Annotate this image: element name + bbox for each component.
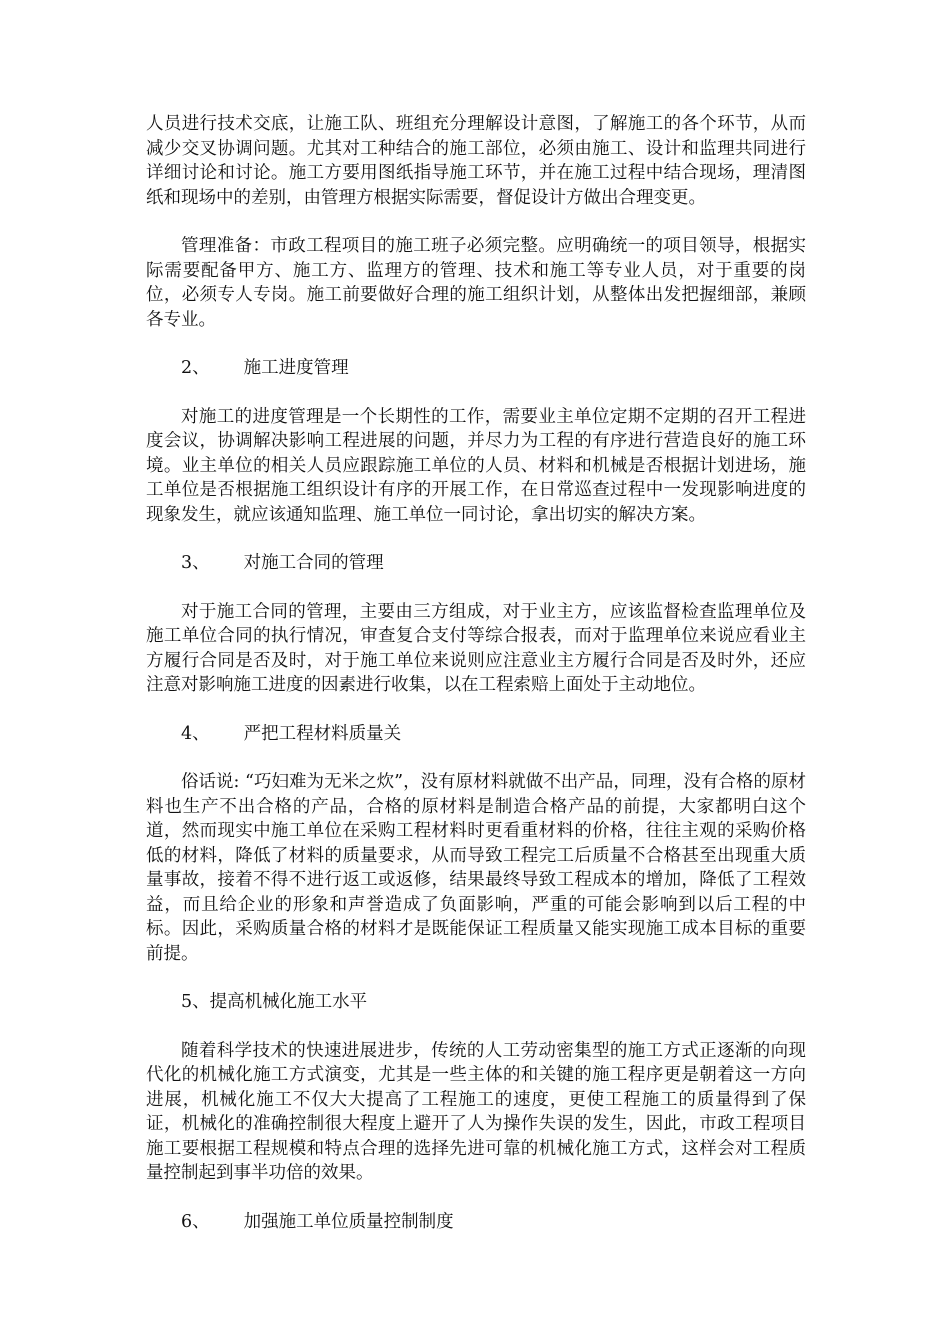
section-title: 对施工合同的管理 xyxy=(243,553,384,573)
section-number: 6、 xyxy=(181,1211,210,1232)
section-title: 严把工程材料质量关 xyxy=(243,723,402,744)
section-number: 4、 xyxy=(181,723,210,744)
section-heading-materials xyxy=(181,722,806,747)
paragraph-technical-briefing: 人员进行技术交底，让施工队、班组充分理解设计意图，了解施工的各个环节，从而减少交叉协调问题。尤其对工种结合的施工部位，必须由施工、设计和监理共同进行详细讨论和讨论。施工方要用图纸指导施工环节，并在施工过程中结合现场，理清图纸和现场中的差别，由管理方根据实际需要，督促设计方做出合理变更。 xyxy=(146,114,806,208)
section-title: 提高机械化施工水平 xyxy=(209,992,368,1012)
section-number: 5、 xyxy=(181,992,210,1012)
section-number: 3、 xyxy=(181,553,210,573)
paragraph-mechanization: 随着科学技术的快速进展进步，传统的人工劳动密集型的施工方式正逐渐的向现代化的机械化施工方式演变，尤其是一些主体的和关键的施工程序更是朝着这一方向进展，机械化施工不仅大大提高了工程施工的速度，更使工程施工的质量得到了保证，机械化的准确控制很大程度上避开了人为操作失误的发生，因此，市政工程项目施工要根据工程规模和特点合理的选择先进可靠的机械化施工方式，这样会对工程质量控制起到事半功倍的效果。 xyxy=(146,1040,806,1183)
paragraph-schedule-management: 对施工的进度管理是一个长期性的工作，需要业主单位定期不定期的召开工程进度会议，协调解决影响工程进展的问题，并尽力为工程的有序进行营造良好的施工环境。业主单位的相关人员应跟踪施工单位的人员、材料和机械是否根据计划进场，施工单位是否根据施工组织设计有序的开展工作，在日常巡查过程中一发现影响进度的现象发生，就应该通知监理、施工单位一同讨论，拿出切实的解决方案。 xyxy=(146,406,806,525)
section-heading-schedule xyxy=(181,356,806,381)
section-heading-quality-control xyxy=(181,1210,806,1235)
paragraph-management-preparation: 管理准备：市政工程项目的施工班子必须完整。应明确统一的项目领导，根据实际需要配备甲方、施工方、监理方的管理、技术和施工等专业人员，对于重要的岗位，必须专人专岗。施工前要做好合理的施工组织计划，从整体出发把握细部，兼顾各专业。 xyxy=(146,236,806,330)
section-heading-mechanization xyxy=(181,990,806,1015)
section-number: 2、 xyxy=(181,358,210,378)
section-title: 施工进度管理 xyxy=(243,358,349,378)
section-heading-contract xyxy=(181,551,806,576)
section-title: 加强施工单位质量控制制度 xyxy=(243,1211,454,1232)
paragraph-material-quality: 俗话说: “巧妇难为无米之炊”，没有原材料就做不出产品，同理，没有合格的原材料也生产不出合格的产品，合格的原材料是制造合格产品的前提，大家都明白这个道，然而现实中施工单位在采购工程材料时更看重材料的价格，往往主观的采购价格低的材料，降低了材料的质量要求，从而导致工程完工后质量不合格甚至出现重大质量事故，接着不得不进行返工或返修，结果最终导致工程成本的增加，降低了工程效益，而且给企业的形象和声誉造成了负面影响，严重的可能会影响到以后工程的中标。因此，采购质量合格的材料才是既能保证工程质量又能实现施工成本目标的重要前提。 xyxy=(146,772,806,964)
paragraph-contract-management: 对于施工合同的管理，主要由三方组成，对于业主方，应该监督检查监理单位及施工单位合同的执行情况，审查复合支付等综合报表，而对于监理单位来说应看业主方履行合同是否及时，对于施工单位来说则应注意业主方履行合同是否及时外，还应注意对影响施工进度的因素进行收集，以在工程索赔上面处于主动地位。 xyxy=(146,601,806,695)
document-page xyxy=(146,112,806,1258)
